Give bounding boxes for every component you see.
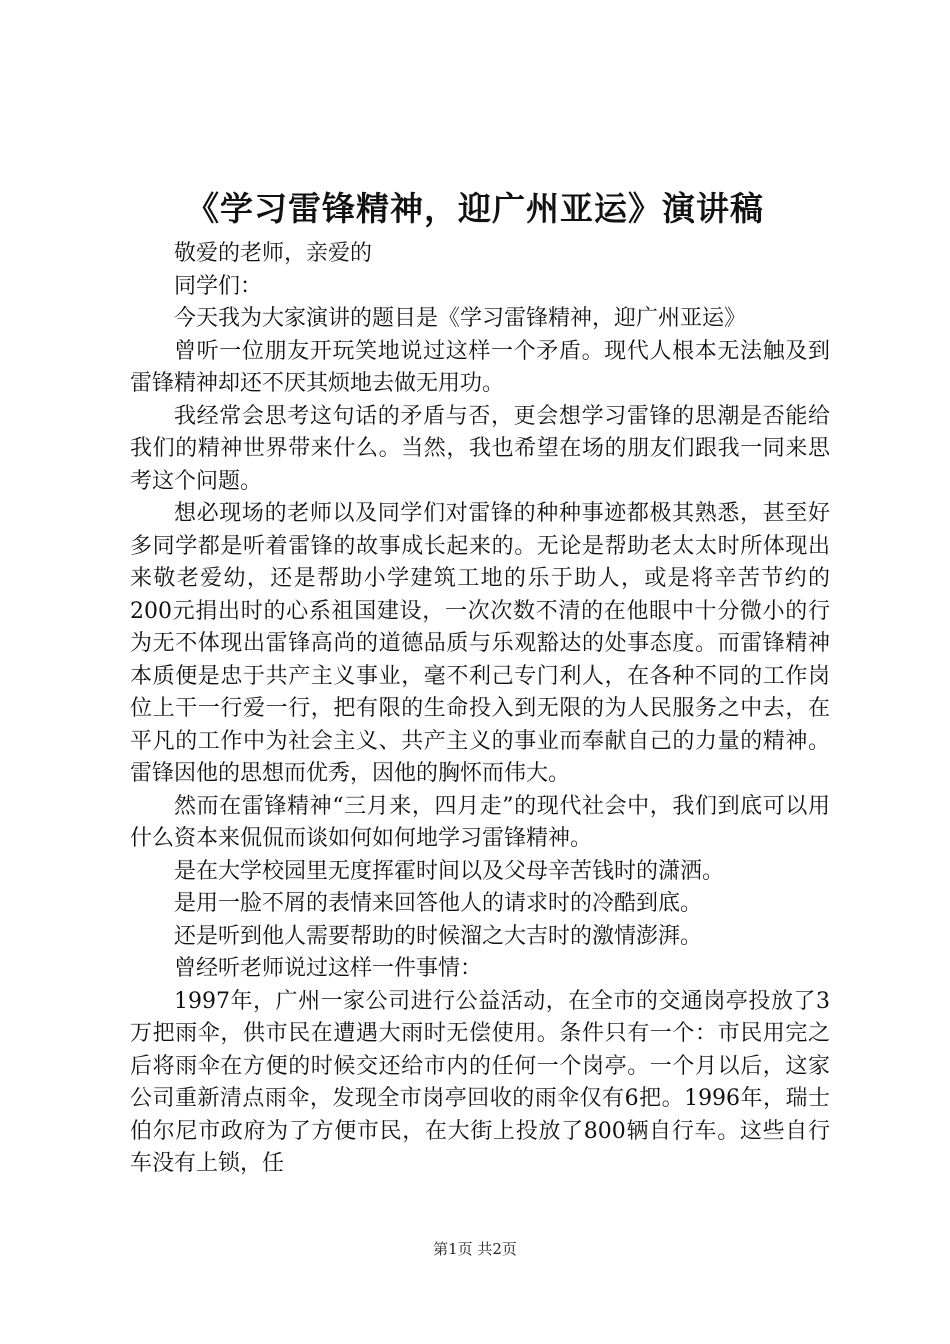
paragraph: 是用一脸不屑的表情来回答他人的请求时的冷酷到底。 [174,891,703,916]
page-footer: 第1页 共2页 [433,1240,517,1258]
document-body [130,238,830,1181]
paragraph: 1997年，广州一家公司进行公益活动，在全市的交通岗亭投放了3万把雨伞，供市民在遭遇大雨时无偿使用。条件只有一个：市民用完之后将雨伞在方便的时候交还给市内的任何一个岗亭。一个月以后，这家公司重新清点雨伞，发现全市岗亭回收的雨伞仅有6把。1996年，瑞士伯尔尼市政府为了方便市民，在大街上投放了800辆自行车。这些自行车没有上锁，任 [130,988,830,1176]
document-title: 《学习雷锋精神，迎广州亚运》演讲稿 [186,189,764,228]
paragraph: 还是听到他人需要帮助的时候溜之大吉时的激情澎湃。 [174,923,703,949]
paragraph: 曾听一位朋友开玩笑地说过这样一个矛盾。现代人根本无法触及到雷锋精神却还不厌其烦地去做无用功。 [130,338,830,396]
paragraph: 我经常会思考这句话的矛盾与否，更会想学习雷锋的思潮是否能给我们的精神世界带来什么。当然，我也希望在场的朋友们跟我一同来思考这个问题。 [130,403,830,494]
paragraph: 想必现场的老师以及同学们对雷锋的种种事迹都极其熟悉，甚至好多同学都是听着雷锋的故事成长起来的。无论是帮助老太太时所体现出来敬老爱幼，还是帮助小学建筑工地的乐于助人，或是将辛苦节约的200元捐出时的心系祖国建设，一次次数不清的在他眼中十分微小的行为无不体现出雷锋高尚的道德品质与乐观豁达的处事态度。而雷锋精神本质便是忠于共产主义事业，毫不利己专门利人，在各种不同的工作岗位上干一行爱一行，把有限的生命投入到无限的为人民服务之中去，在平凡的工作中为社会主义、共产主义的事业而奉献自己的力量的精神。雷锋因他的思想而优秀，因他的胸怀而伟大。 [130,501,830,786]
paragraph: 是在大学校园里无度挥霍时间以及父母辛苦钱时的潇洒。 [174,858,725,884]
paragraph: 然而在雷锋精神“三月来，四月走”的现代社会中，我们到底可以用什么资本来侃侃而谈如何如何地学习雷锋精神。 [130,793,830,851]
paragraph: 今天我为大家演讲的题目是《学习雷锋精神，迎广州亚运》 [174,306,747,331]
salutation-line-2: 同学们： [174,273,263,299]
salutation-line-1: 敬爱的老师，亲爱的 [174,241,373,266]
paragraph: 曾经听老师说过这样一件事情： [174,956,483,981]
